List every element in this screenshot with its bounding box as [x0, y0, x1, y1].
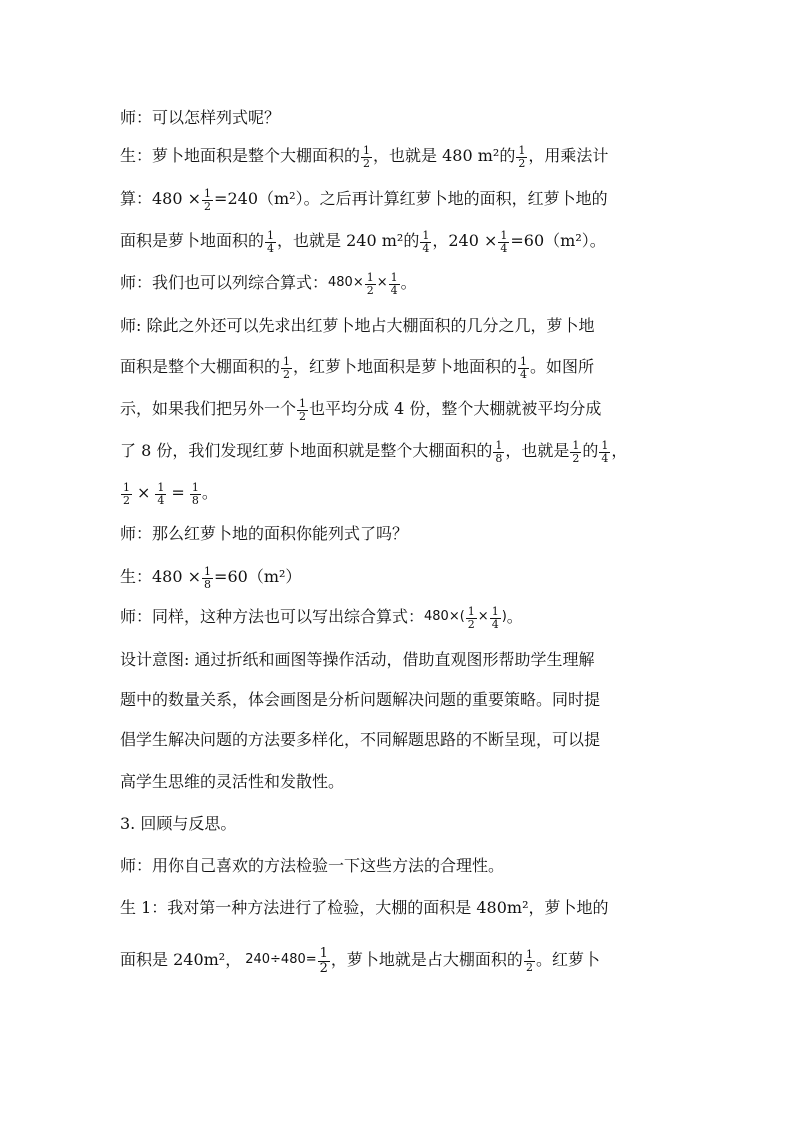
line-9: 了 8 份，我们发现红萝卜地面积就是整个大棚面积的 $\frac{1}{8}$ ，也就是 $\frac{1}{2}$ 的 $\frac{1}{4}$ ， [120, 439, 628, 465]
line-6: 师: 除此之外还可以先求出红萝卜地占大棚面积的几分之几，萝卜地 [120, 316, 595, 335]
line-8: 示，如果我们把另外一个 $\frac{1}{2}$ 也平均分成 4 份，整个大棚就被平均分成 [120, 397, 602, 423]
line-14: 设计意图: 通过折纸和画图等操作活动，借助直观图形帮助学生理解 [120, 650, 595, 669]
line-7: 面积是整个大棚面积的 $\frac{1}{2}$ ，红萝卜地面积是萝卜地面积的 $\frac{1}{4}$ 。如图所 [120, 355, 595, 381]
fraction-half: $\frac{1}{2}$ [572, 439, 580, 465]
fraction-half: $\frac{1}{2}$ [204, 187, 212, 213]
fraction-quarter: $\frac{1}{4}$ [520, 355, 528, 381]
line-19: 师：用你自己喜欢的方法检验一下这些方法的合理性。 [120, 856, 505, 875]
fraction-quarter: $\frac{1}{4}$ [267, 229, 275, 255]
fraction-half: $\frac{1}{2}$ [123, 481, 130, 507]
fraction-half: $\frac{1}{2}$ [363, 144, 371, 170]
line-20: 生 1：我对第一种方法进行了检验，大棚的面积是 480m²，萝卜地的 [120, 898, 609, 917]
fraction-half: $\frac{1}{2}$ [525, 948, 533, 974]
line-11: 师：那么红萝卜地的面积你能列式了吗？ [120, 524, 409, 543]
line-13: 师：同样，这种方法也可以写出综合算式： 480×( $\frac{1}{2}$ × $\frac{1}{4}$ ) 。 [120, 605, 523, 631]
fraction-half: $\frac{1}{2}$ [299, 397, 307, 423]
line-2: 生：萝卜地面积是整个大棚面积的 $\frac{1}{2}$ ，也就是 480 m²的 $\frac{1}{2}$ ，用乘法计 [120, 144, 609, 170]
line-4: 面积是萝卜地面积的 $\frac{1}{4}$ ，也就是 240 m²的 $\frac{1}{4}$ ，240 × $\frac{1}{4}$ =60（m²）。 [120, 229, 606, 255]
line-18: 3. 回顾与反思。 [120, 814, 237, 833]
line-5: 师：我们也可以列综合算式： 480× $\frac{1}{2}$ × $\frac{1}{4}$ 。 [120, 271, 417, 297]
line-12: 生：480 × $\frac{1}{8}$ =60（m²） [120, 565, 302, 591]
fraction-half: $\frac{1}{2}$ [319, 946, 328, 976]
fraction-quarter: $\frac{1}{4}$ [422, 229, 430, 255]
line-10: $\frac{1}{2}$ × $\frac{1}{4}$ = $\frac{1}{8}$ 。 [123, 481, 218, 507]
line-17: 高学生思维的灵活性和发散性。 [120, 772, 345, 791]
fraction-half: $\frac{1}{2}$ [518, 144, 526, 170]
fraction-quarter: $\frac{1}{4}$ [491, 605, 499, 631]
line-21: 面积是 240m²， 240÷480= $\frac{1}{2}$ ，萝卜地就是占大棚面积的 $\frac{1}{2}$ 。红萝卜 [120, 946, 600, 976]
fraction-quarter: $\frac{1}{4}$ [390, 271, 398, 297]
fraction-eighth: $\frac{1}{8}$ [495, 439, 503, 465]
fraction-quarter: $\frac{1}{4}$ [157, 481, 165, 507]
fraction-half: $\frac{1}{2}$ [467, 605, 475, 631]
line-15: 题中的数量关系，体会画图是分析问题解决问题的重要策略。同时提 [120, 690, 601, 709]
line-3: 算：480 × $\frac{1}{2}$ =240（m²）。之后再计算红萝卜地的面积，红萝卜地的 [120, 187, 608, 213]
fraction-eighth: $\frac{1}{8}$ [191, 481, 199, 507]
line-16: 倡学生解决问题的方法要多样化，不同解题思路的不断呈现，可以提 [120, 730, 601, 749]
fraction-quarter: $\frac{1}{4}$ [500, 229, 508, 255]
fraction-quarter: $\frac{1}{4}$ [601, 439, 609, 465]
fraction-half: $\frac{1}{2}$ [283, 355, 291, 381]
line-1: 师：可以怎样列式呢？ [120, 108, 281, 127]
fraction-half: $\frac{1}{2}$ [366, 271, 374, 297]
fraction-eighth: $\frac{1}{8}$ [204, 565, 212, 591]
